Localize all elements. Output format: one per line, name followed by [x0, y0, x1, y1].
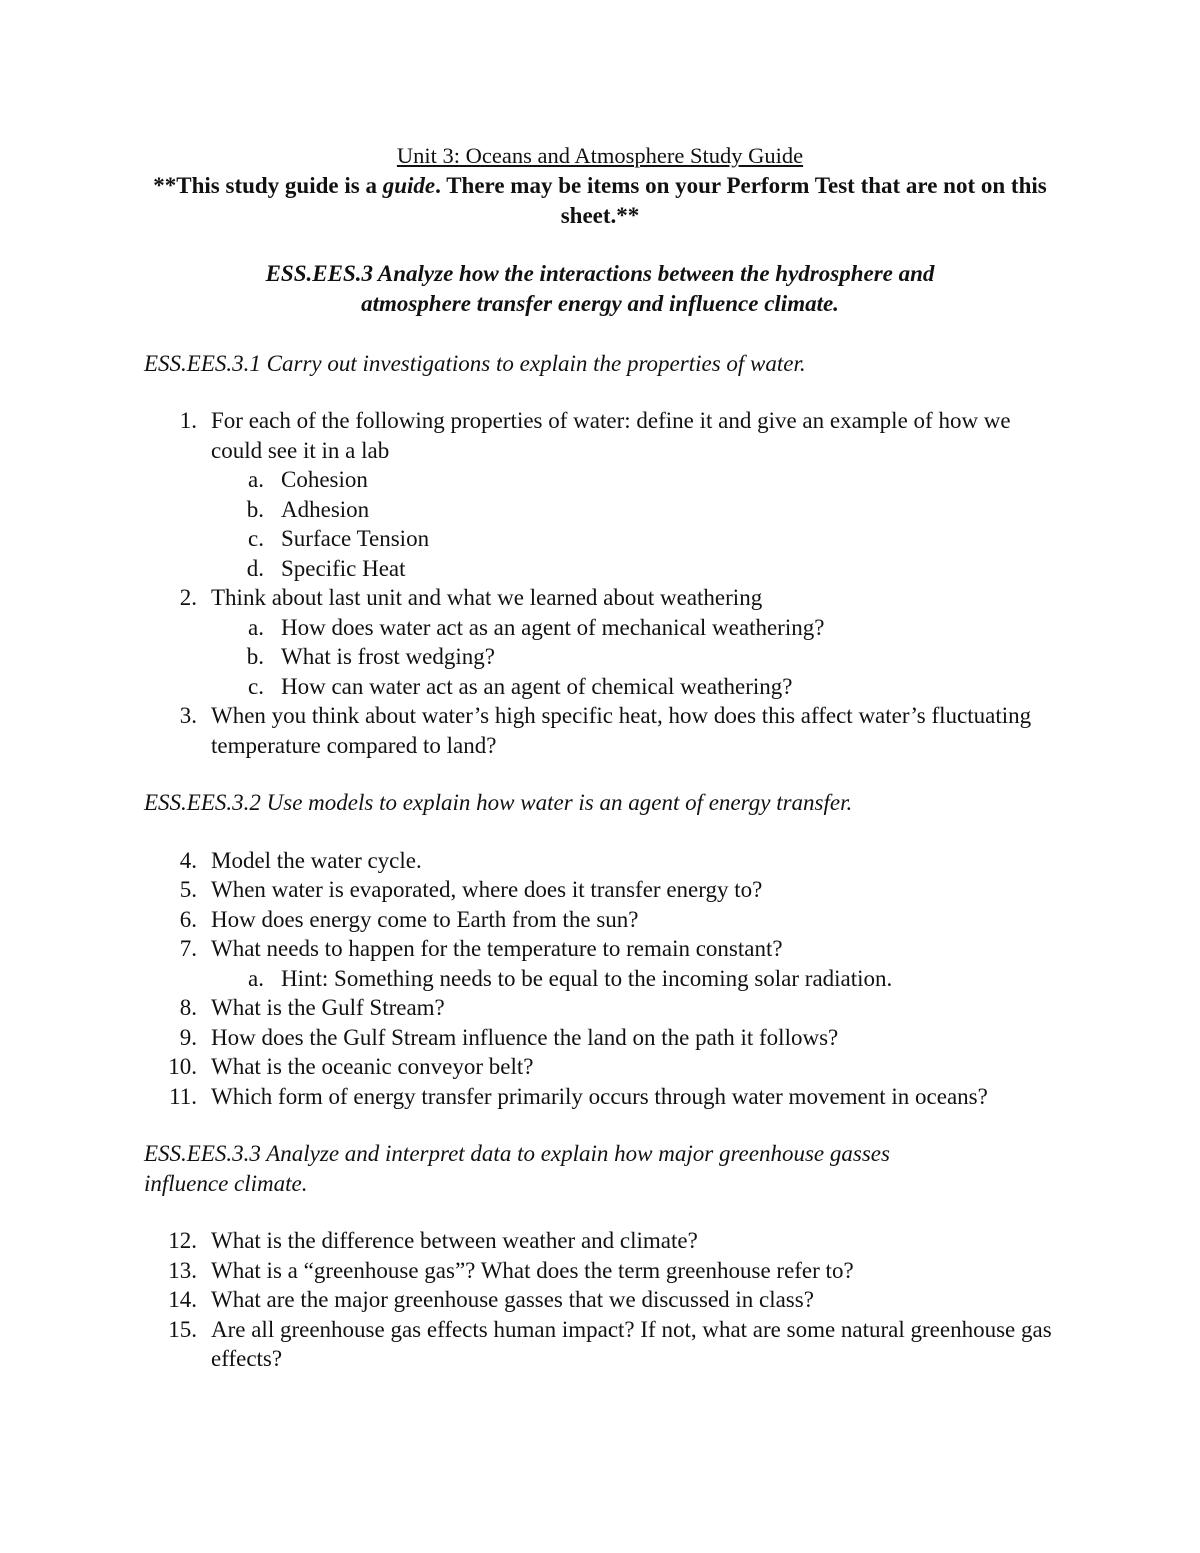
subitem-list	[211, 613, 1056, 702]
subitem-text: How can water act as an agent of chemical weathering?	[281, 673, 793, 699]
question-text: Model the water cycle.	[211, 847, 422, 873]
section-heading-3-1: ESS.EES.3.1 Carry out investigations to explain the properties of water.	[144, 350, 806, 376]
page-title: Unit 3: Oceans and Atmosphere Study Guide	[396, 143, 804, 168]
question-item	[144, 1023, 1056, 1053]
subitem-letter: b.	[246, 644, 264, 669]
study-guide-page	[144, 141, 1056, 1374]
question-number: 9.	[179, 1024, 197, 1050]
question-item	[144, 905, 1056, 935]
section-heading-3-3: ESS.EES.3.3 Analyze and interpret data to explain how major greenhouse gasses influence climate.	[144, 1141, 890, 1196]
question-text: For each of the following properties of water: define it and give an example of how we could see it in a lab	[211, 408, 1011, 463]
question-item	[144, 406, 1056, 583]
subitem	[211, 964, 1056, 994]
question-item	[144, 875, 1056, 905]
question-number: 7.	[179, 936, 197, 961]
question-item	[144, 701, 1056, 760]
question-item	[144, 1256, 1056, 1286]
subitem-letter: c.	[248, 673, 264, 699]
question-item	[144, 1226, 1056, 1256]
question-text: What is a “greenhouse gas”? What does the term greenhouse refer to?	[211, 1257, 854, 1283]
question-number: 12.	[168, 1228, 197, 1253]
question-text: How does energy come to Earth from the sun?	[211, 906, 639, 932]
standard-statement: ESS.EES.3 Analyze how the interactions between the hydrosphere and atmosphere transfer energy and influence climate.	[265, 260, 935, 316]
subitem-letter: a.	[248, 614, 264, 640]
subitem-text: Cohesion	[281, 467, 368, 492]
question-number: 3.	[179, 703, 197, 728]
subitem	[211, 554, 1056, 584]
question-text: Think about last unit and what we learned about weathering	[211, 585, 763, 610]
subitem	[211, 495, 1056, 525]
question-list-3-1	[144, 406, 1056, 760]
question-text: What is the oceanic conveyor belt?	[211, 1054, 534, 1079]
subitem-list	[211, 465, 1056, 583]
question-number: 13.	[168, 1257, 197, 1283]
notice-suffix: . There may be items on your Perform Test that are not on this sheet.**	[435, 172, 1047, 228]
question-item	[144, 993, 1056, 1023]
question-text: When water is evaporated, where does it transfer energy to?	[211, 877, 763, 902]
question-number: 11.	[169, 1083, 197, 1109]
subitem	[211, 465, 1056, 495]
subitem-list	[211, 964, 1056, 994]
question-number: 10.	[168, 1054, 197, 1079]
question-number: 1.	[179, 408, 197, 433]
question-number: 15.	[168, 1316, 197, 1342]
subitem-text: Adhesion	[281, 496, 370, 522]
question-text: How does the Gulf Stream influence the land on the path it follows?	[211, 1024, 839, 1050]
section-heading-3-2: ESS.EES.3.2 Use models to explain how water is an agent of energy transfer.	[144, 790, 853, 815]
notice-text	[144, 171, 1056, 231]
notice-emphasis: guide	[382, 172, 436, 198]
question-text: What is the difference between weather and climate?	[211, 1228, 698, 1253]
question-item	[144, 1052, 1056, 1082]
question-number: 4.	[179, 847, 197, 873]
question-text: When you think about water’s high specific heat, how does this affect water’s fluctuating temperature compared to land?	[211, 703, 1032, 758]
subitem	[211, 524, 1056, 554]
subitem-text: What is frost wedging?	[281, 644, 495, 669]
subitem-letter: d.	[246, 555, 264, 581]
question-text: Which form of energy transfer primarily occurs through water movement in oceans?	[211, 1083, 988, 1109]
notice-prefix: **This study guide is a	[153, 172, 383, 198]
subitem-text: How does water act as an agent of mechanical weathering?	[281, 614, 825, 640]
question-text: What is the Gulf Stream?	[211, 995, 445, 1020]
question-item	[144, 1285, 1056, 1315]
question-text: Are all greenhouse gas effects human impact? If not, what are some natural greenhouse gas effects?	[211, 1316, 1052, 1371]
question-number: 6.	[179, 906, 197, 932]
question-item	[144, 934, 1056, 993]
subitem-letter: a.	[248, 467, 264, 492]
question-number: 2.	[179, 585, 197, 610]
question-number: 14.	[168, 1287, 197, 1312]
question-list-3-2	[144, 846, 1056, 1112]
subitem-text: Specific Heat	[281, 555, 406, 581]
subitem-text: Surface Tension	[281, 526, 430, 551]
subitem-text: Hint: Something needs to be equal to the incoming solar radiation.	[281, 965, 893, 991]
question-item	[144, 1082, 1056, 1112]
subitem	[211, 613, 1056, 643]
subitem-letter: b.	[246, 496, 264, 522]
subitem	[211, 672, 1056, 702]
subitem	[211, 642, 1056, 672]
question-number: 5.	[179, 877, 197, 902]
question-number: 8.	[179, 995, 197, 1020]
subitem-letter: a.	[248, 965, 264, 991]
question-item	[144, 846, 1056, 876]
question-text: What needs to happen for the temperature to remain constant?	[211, 936, 783, 961]
question-text: What are the major greenhouse gasses that we discussed in class?	[211, 1287, 814, 1312]
question-item	[144, 583, 1056, 701]
question-list-3-3	[144, 1226, 1056, 1374]
question-item	[144, 1315, 1056, 1374]
subitem-letter: c.	[248, 526, 264, 551]
